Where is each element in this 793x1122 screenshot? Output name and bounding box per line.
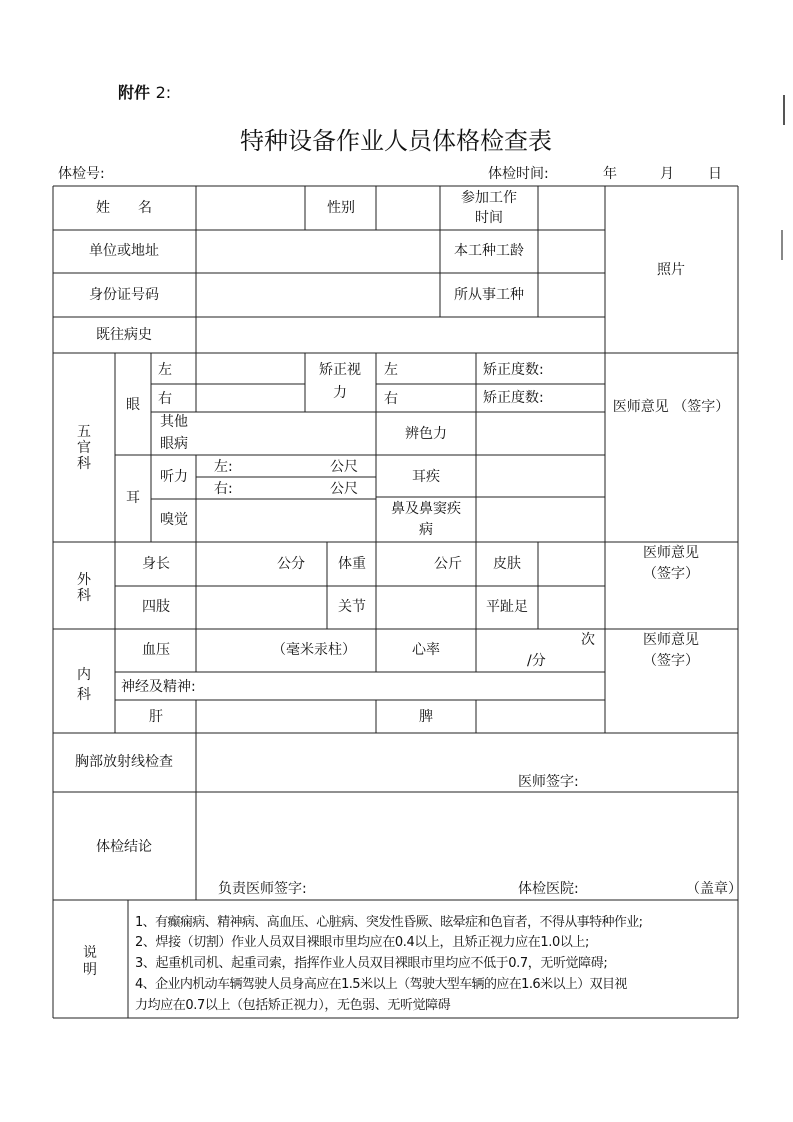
weight-unit: 公斤 bbox=[434, 556, 462, 572]
blood-pressure-unit: （毫米汞柱） bbox=[272, 642, 356, 658]
work-age-label: 本工种工龄 bbox=[454, 243, 524, 259]
notes-label-2: 明 bbox=[83, 962, 97, 978]
other-eye-label-1: 其他 bbox=[160, 414, 188, 430]
chest-xray-label: 胸部放射线检查 bbox=[75, 754, 173, 770]
ent-section-label-3: 科 bbox=[77, 456, 91, 472]
internal-section-label-2: 科 bbox=[77, 687, 91, 703]
job-type-label: 所从事工种 bbox=[454, 287, 524, 303]
exam-no-label: 体检号: bbox=[58, 166, 105, 182]
neuro-label: 神经及精神: bbox=[121, 679, 196, 695]
eye-label: 眼 bbox=[126, 397, 140, 413]
nose-disease-label-2: 病 bbox=[419, 522, 433, 538]
other-eye-label-2: 眼病 bbox=[160, 436, 188, 452]
exam-time-year: 年 bbox=[603, 166, 617, 182]
id-number-label: 身份证号码 bbox=[89, 287, 159, 303]
skin-label: 皮肤 bbox=[493, 556, 521, 572]
surgery-section-label-2: 科 bbox=[77, 588, 91, 604]
heart-rate-unit-1: 次 bbox=[581, 632, 595, 648]
hearing-left-label: 左: bbox=[214, 459, 233, 475]
liver-label: 肝 bbox=[149, 709, 163, 725]
exam-time-month: 月 bbox=[660, 166, 674, 182]
nose-disease-label-1: 鼻及鼻窦疾 bbox=[391, 501, 461, 517]
surgery-section-label-1: 外 bbox=[77, 572, 91, 588]
correction-degree-left-label: 矫正度数: bbox=[483, 362, 544, 378]
heart-rate-unit-2: /分 bbox=[527, 653, 546, 669]
height-unit: 公分 bbox=[277, 556, 305, 572]
hearing-left-unit: 公尺 bbox=[330, 459, 358, 475]
eye-right-label: 右 bbox=[158, 391, 172, 407]
corrected-left-label: 左 bbox=[384, 362, 398, 378]
conclusion-label: 体检结论 bbox=[96, 839, 152, 855]
correction-degree-right-label: 矫正度数: bbox=[483, 390, 544, 406]
exam-time-label: 体检时间: bbox=[488, 166, 549, 182]
note-line-5: 力均应在0.7以上（包括矫正视力），无色弱、无听觉障碍 bbox=[135, 998, 451, 1013]
attachment-label: 附件 2: bbox=[118, 83, 172, 102]
photo-label: 照片 bbox=[657, 262, 685, 278]
join-work-time-label-line1: 参加工作 bbox=[461, 190, 517, 206]
spleen-label: 脾 bbox=[419, 709, 433, 725]
unit-address-label: 单位或地址 bbox=[89, 243, 159, 259]
notes-label-1: 说 bbox=[83, 945, 97, 961]
corrected-right-label: 右 bbox=[384, 391, 398, 407]
ent-section-label-1: 五 bbox=[77, 424, 91, 440]
hearing-right-unit: 公尺 bbox=[330, 481, 358, 497]
medical-history-label: 既往病史 bbox=[96, 327, 152, 343]
smell-label: 嗅觉 bbox=[160, 512, 188, 528]
internal-doctor-opinion-2: （签字） bbox=[643, 653, 699, 669]
responsible-doctor-sign: 负责医师签字: bbox=[218, 881, 307, 897]
heart-rate-label: 心率 bbox=[412, 642, 440, 658]
join-work-time-label-line2: 时间 bbox=[475, 210, 503, 226]
ent-doctor-opinion: 医师意见 （签字） bbox=[612, 399, 730, 415]
note-line-1: 1、有癫痫病、精神病、高血压、心脏病、突发性昏厥、眩晕症和色盲者，不得从事特种作业; bbox=[135, 915, 643, 930]
color-vision-label: 辨色力 bbox=[405, 426, 447, 442]
exam-hospital-label: 体检医院: bbox=[518, 881, 579, 897]
weight-label: 体重 bbox=[338, 556, 366, 572]
eye-left-label: 左 bbox=[158, 362, 172, 378]
corrected-vision-label-1: 矫正视 bbox=[319, 362, 361, 378]
ear-disease-label: 耳疾 bbox=[412, 469, 440, 485]
hearing-right-label: 右: bbox=[214, 481, 233, 497]
internal-doctor-opinion-1: 医师意见 bbox=[643, 632, 699, 648]
limbs-label: 四肢 bbox=[142, 599, 170, 615]
page-title: 特种设备作业人员体格检查表 bbox=[240, 127, 552, 155]
height-label: 身长 bbox=[142, 556, 170, 572]
ear-label: 耳 bbox=[126, 490, 140, 506]
name-label: 姓 名 bbox=[96, 200, 152, 216]
internal-section-label-1: 内 bbox=[77, 667, 91, 683]
exam-time-day: 日 bbox=[708, 166, 722, 182]
note-line-3: 3、起重机司机、起重司索，指挥作业人员双目裸眼市里均应不低于0.7，无听觉障碍; bbox=[135, 956, 608, 971]
hearing-label: 听力 bbox=[160, 469, 188, 485]
seal-label: （盖章） bbox=[686, 881, 742, 897]
surgery-doctor-opinion-1: 医师意见 bbox=[643, 545, 699, 561]
note-line-2: 2、焊接（切割）作业人员双目裸眼市里均应在0.4以上，且矫正视力应在1.0以上; bbox=[135, 935, 590, 950]
xray-doctor-sign: 医师签字: bbox=[518, 774, 579, 790]
corrected-vision-label-2: 力 bbox=[333, 385, 347, 401]
note-line-4: 4、企业内机动车辆驾驶人员身高应在1.5米以上（驾驶大型车辆的应在1.6米以上）双目视 bbox=[135, 977, 627, 992]
blood-pressure-label: 血压 bbox=[142, 642, 170, 658]
gender-label: 性别 bbox=[327, 200, 355, 216]
ent-section-label-2: 官 bbox=[77, 440, 91, 456]
joints-label: 关节 bbox=[338, 599, 366, 615]
flatfoot-label: 平趾足 bbox=[486, 599, 528, 615]
surgery-doctor-opinion-2: （签字） bbox=[643, 566, 699, 582]
